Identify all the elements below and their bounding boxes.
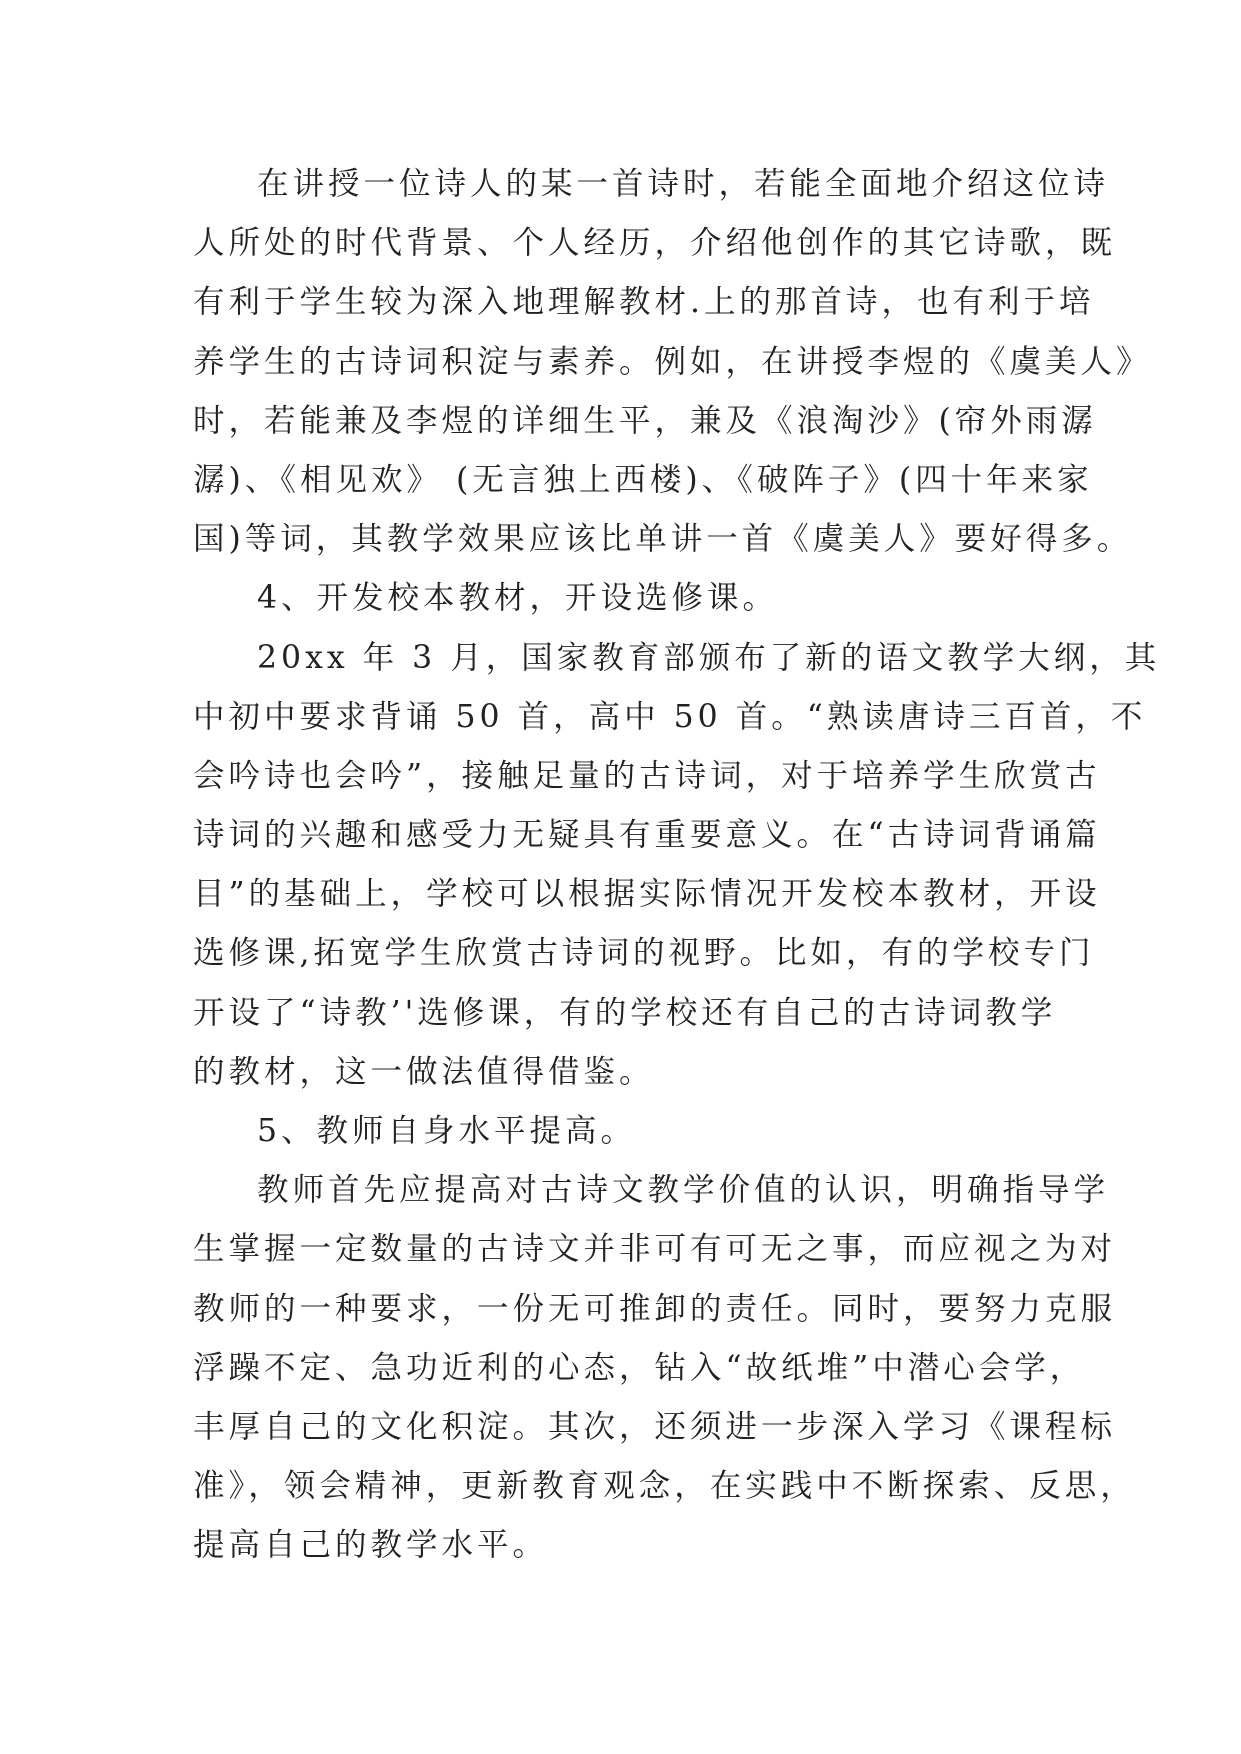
text-line: 人所处的时代背景、个人经历，介绍他创作的其它诗歌，既 xyxy=(193,225,1117,262)
text-line: 开设了“诗教’'选修课，有的学校还有自己的古诗词教学 xyxy=(193,994,1057,1031)
text-line: 丰厚自己的文化积淀。其次，还须进一步深入学习《课程标 xyxy=(193,1408,1117,1445)
text-line: 准》，领会精神，更新教育观念，在实践中不断探索、反思， xyxy=(193,1468,1136,1505)
text-line: 会吟诗也会吟”，接触足量的古诗词，对于培养学生欣赏古 xyxy=(193,757,1101,794)
text-line: 诗词的兴趣和感受力无疑具有重要意义。在“古诗词背诵篇 xyxy=(193,817,1101,854)
text-line: 教师的一种要求，一份无可推卸的责任。同时，要努力克服 xyxy=(193,1290,1117,1327)
text-line: 潺)、《相见欢》 (无言独上西楼)、《破阵子》(四十年来家 xyxy=(193,461,1093,498)
text-line: 有利于学生较为深入地理解教材.上的那首诗，也有利于培 xyxy=(193,284,1095,321)
text-line: 选修课,拓宽学生欣赏古诗词的视野。比如，有的学校专门 xyxy=(193,935,1095,972)
body-text xyxy=(193,155,1161,1576)
text-line: 浮躁不定、急功近利的心态，钻入“故纸堆”中潜心会学， xyxy=(193,1349,1086,1386)
text-line: 20xx 年 3 月，国家教育部颁布了新的语文教学大纲，其 xyxy=(257,639,1161,676)
text-line: 生掌握一定数量的古诗文并非可有可无之事，而应视之为对 xyxy=(193,1231,1117,1268)
text-line: 目”的基础上，学校可以根据实际情况开发校本教材，开设 xyxy=(193,876,1101,913)
text-line: 养学生的古诗词积淀与素养。例如，在讲授李煜的《虞美人》 xyxy=(193,343,1152,380)
text-line: 教师首先应提高对古诗文教学价值的认识，明确指导学 xyxy=(257,1172,1110,1209)
text-line: 在讲授一位诗人的某一首诗时，若能全面地介绍这位诗 xyxy=(257,166,1110,202)
text-line: 时，若能兼及李煜的详细生平，兼及《浪淘沙》(帘外雨潺 xyxy=(193,402,1097,439)
text-line: 中初中要求背诵 50 首，高中 50 首。“熟读唐诗三百首，不 xyxy=(193,698,1147,735)
text-line: 的教材，这一做法值得借鉴。 xyxy=(193,1053,655,1090)
text-line: 4、开发校本教材，开设选修课。 xyxy=(257,580,779,617)
text-line: 5、教师自身水平提高。 xyxy=(257,1113,637,1149)
text-line: 国)等词，其教学效果应该比单讲一首《虞美人》要好得多。 xyxy=(193,521,1133,558)
text-line: 提高自己的教学水平。 xyxy=(193,1527,549,1564)
